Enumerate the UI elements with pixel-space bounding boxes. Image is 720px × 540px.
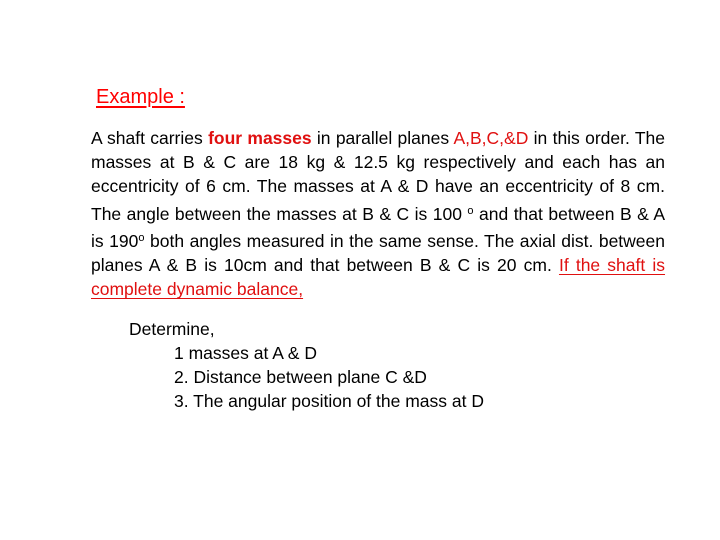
problem-statement (91, 126, 665, 301)
problem-text-2: in parallel planes (311, 128, 454, 148)
problem-text-1: A shaft carries (91, 128, 209, 148)
highlight-balance-condition: If the shaft is complete dynamic balance, (91, 255, 666, 300)
highlight-four-masses: four masses (208, 128, 312, 148)
determine-label: Determine, (129, 319, 215, 339)
list-item: 3. The angular position of the mass at D (174, 391, 484, 411)
problem-text-5: both angles measured in the same sense. The axial dist. between planes A & B is 10cm and that between B & C is 20 cm. (91, 230, 665, 276)
highlight-planes: A,B,C,&D (453, 128, 529, 148)
list-item: 2. Distance between plane C &D (174, 367, 427, 387)
degree-mark-1: o (467, 204, 474, 217)
problem-text-3: in this order. The masses at B & C are 18 kg & 12.5 kg respectively and each has an eccentricity of 6 cm. The masses at A & D have an eccentricity of 8 cm. The angle between the masses at B & C is 100 (91, 128, 665, 224)
example-heading: Example : (96, 86, 185, 108)
list-item: 1 masses at A & D (174, 343, 317, 363)
problem-text-4: and that between B & A is 190 (91, 203, 666, 251)
degree-mark-2: o (138, 231, 145, 244)
